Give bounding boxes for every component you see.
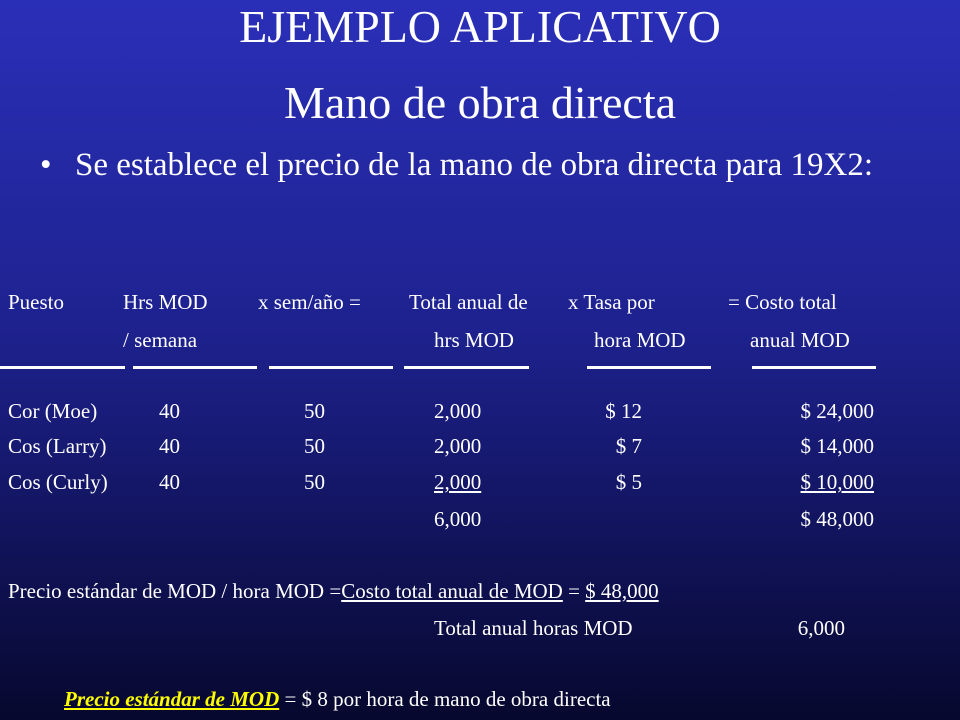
header-costo-total: = Costo total [728,290,837,314]
cell-hrs: 40 [159,399,180,423]
cell-tasa: $ 7 [615,434,642,458]
total-hours: 6,000 [434,507,482,531]
header-hrs-mod-2: hrs MOD [434,328,514,352]
header-rule [269,366,393,369]
formula-equals: = [562,579,586,603]
formula-line [8,579,659,603]
header-semana: / semana [123,328,198,352]
cell-total: 2,000 [434,470,482,494]
formula-denominator: Total anual horas MOD [434,616,633,640]
cell-hrs: 40 [159,434,180,458]
header-rule [404,366,529,369]
formula-denominator-value: 6,000 [797,616,845,640]
result-text: = $ 8 por hora de mano de obra directa [279,687,611,711]
result-label: Precio estándar de MOD [64,687,280,711]
header-puesto: Puesto [8,290,65,314]
header-hora-mod: hora MOD [594,328,686,352]
header-rule [752,366,876,369]
formula-numerator-value: $ 48,000 [585,579,659,603]
cell-sem: 50 [304,470,325,494]
cell-sem: 50 [304,434,325,458]
header-rule [133,366,257,369]
cell-costo: $ 10,000 [800,470,874,494]
cell-puesto: Cos (Larry) [8,434,107,458]
header-rule [0,366,125,369]
header-rule [587,366,711,369]
header-anual-mod: anual MOD [750,328,850,352]
header-sem-ano: x sem/año = [258,290,361,314]
cell-tasa: $ 5 [615,470,642,494]
cell-total: 2,000 [434,434,482,458]
cell-tasa: $ 12 [605,399,642,423]
formula-numerator: Costo total anual de MOD [341,579,563,603]
header-total-anual: Total anual de [409,290,528,314]
bullet-glyph: • [40,147,52,183]
bullet-text: Se establece el precio de la mano de obra directa para 19X2: [75,147,874,183]
slide-title-line2: Mano de obra directa [283,77,677,128]
slide-title-line1: EJEMPLO APLICATIVO [239,1,721,52]
cell-sem: 50 [304,399,325,423]
total-cost: $ 48,000 [800,507,874,531]
cell-hrs: 40 [159,470,180,494]
cell-costo: $ 24,000 [800,399,874,423]
formula-lhs: Precio estándar de MOD / hora MOD = [8,579,342,603]
cell-puesto: Cos (Curly) [8,470,108,494]
cell-costo: $ 14,000 [800,434,874,458]
result-line [64,687,611,711]
header-tasa: x Tasa por [568,290,655,314]
header-hrs-mod: Hrs MOD [123,290,208,314]
cell-puesto: Cor (Moe) [8,399,98,423]
cell-total: 2,000 [434,399,482,423]
